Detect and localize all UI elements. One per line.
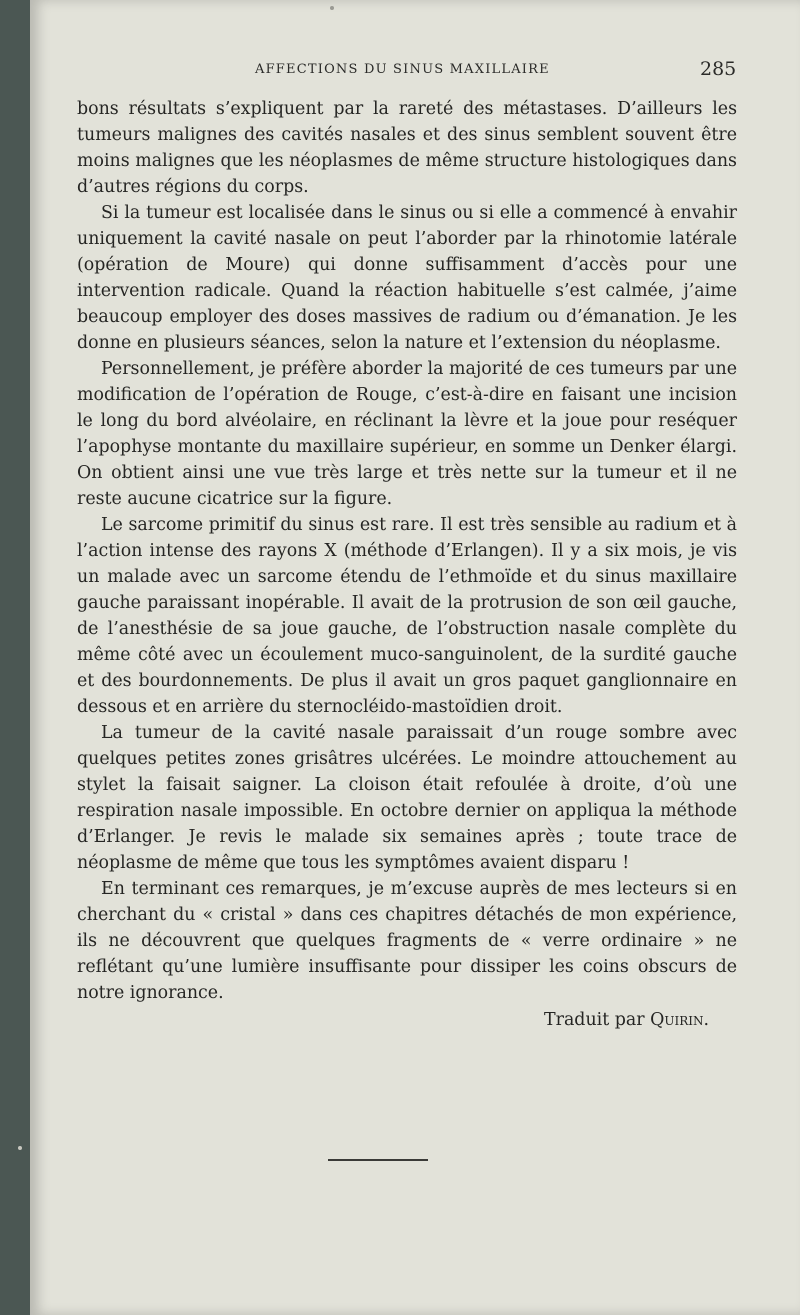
paragraph: Le sarcome primitif du sinus est rare. Il est très sensible au radium et à l’action intense des rayons X (méthode d’Erlangen). Il y a six mois, je vis un malade avec un sarcome étendu de l’ethmoïde et du sinus maxillaire gauche paraissant inopérable. Il avait de la protrusion de son œil gauche, de l’anesthésie de sa joue gauche, de l’obstruction nasale complète du même côté avec un écoulement muco-sanguinolent, de la surdité gauche et des bourdonnements. De plus il avait un gros paquet ganglionnaire en dessous et en arrière du sternocléido-mastoïdien droit. (77, 515, 737, 717)
paper-speck (18, 1146, 22, 1150)
credit-prefix: Traduit par (544, 1010, 645, 1030)
paper-speck (330, 6, 334, 10)
translator-credit (77, 1007, 737, 1033)
end-rule (328, 1159, 428, 1161)
running-title: AFFECTIONS DU SINUS MAXILLAIRE (255, 62, 550, 77)
book-page (30, 0, 800, 1315)
translator-name: Quirin. (650, 1010, 709, 1030)
page-number: 285 (700, 58, 737, 80)
paragraph: La tumeur de la cavité nasale paraissait d’un rouge sombre avec quelques petites zones grisâtres ulcérées. Le moindre attouchement au stylet la faisait saigner. La cloison était refoulée à droite, d’où une respiration nasale impossible. En octobre dernier on appliqua la méthode d’Erlanger. Je revis le malade six semaines après ; toute trace de néoplasme de même que tous les symptômes avaient disparu ! (77, 723, 737, 873)
page-header (30, 60, 800, 88)
paragraph: Personnellement, je préfère aborder la majorité de ces tumeurs par une modification de l’opération de Rouge, c’est-à-dire en faisant une incision le long du bord alvéolaire, en réclinant la lèvre et la joue pour reséquer l’apophyse montante du maxillaire supérieur, en somme un Denker élargi. On obtient ainsi une vue très large et très nette sur la tumeur et il ne reste aucune cicatrice sur la figure. (77, 359, 737, 509)
paragraph: Si la tumeur est localisée dans le sinus ou si elle a commencé à envahir uniquement la cavité nasale on peut l’aborder par la rhinotomie latérale (opération de Moure) qui donne suffisamment d’accès pour une intervention radicale. Quand la réaction habituelle s’est calmée, j’aime beaucoup employer des doses massives de radium ou d’émanation. Je les donne en plusieurs séances, selon la nature et l’extension du néoplasme. (77, 203, 737, 353)
body-text (77, 96, 737, 1033)
paragraph: bons résultats s’expliquent par la rareté des métastases. D’ailleurs les tumeurs malignes des cavités nasales et des sinus semblent souvent être moins malignes que les néoplasmes de même structure histologiques dans d’autres régions du corps. (77, 99, 737, 197)
paragraph: En terminant ces remarques, je m’excuse auprès de mes lecteurs si en cherchant du « cristal » dans ces chapitres détachés de mon expérience, ils ne découvrent que quelques fragments de « verre ordinaire » ne reflétant qu’une lumière insuffisante pour dissiper les coins obscurs de notre ignorance. (77, 879, 737, 1003)
